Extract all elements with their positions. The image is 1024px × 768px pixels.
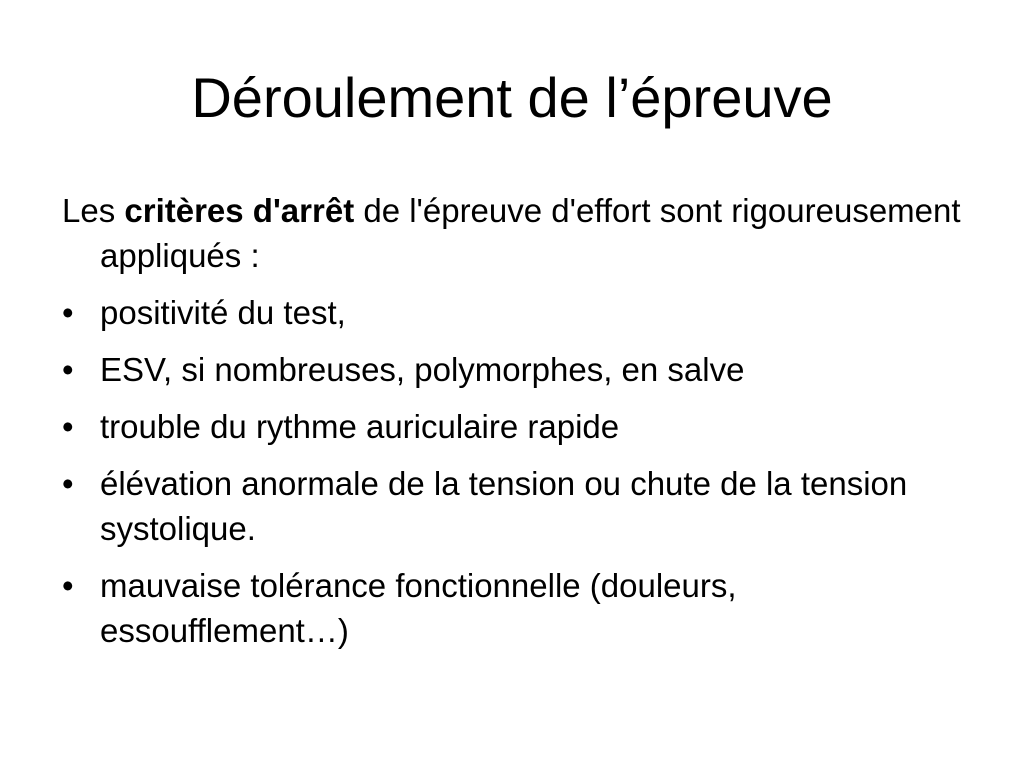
list-item <box>62 347 962 392</box>
bullet-icon: • <box>62 465 74 502</box>
list-item-text: trouble du rythme auriculaire rapide <box>100 408 620 445</box>
list-item <box>62 404 962 449</box>
intro-text-after: de l'épreuve d'effort sont rigoureusement appliqués : <box>100 192 961 274</box>
slide-title: Déroulement de l’épreuve <box>191 66 833 129</box>
list-item-text: mauvaise tolérance fonctionnelle (douleurs, essoufflement…) <box>100 567 737 649</box>
bullet-icon: • <box>62 351 74 388</box>
intro-text-before: Les <box>62 192 125 229</box>
list-item <box>62 563 962 653</box>
bullet-icon: • <box>62 294 74 331</box>
list-item <box>62 461 962 551</box>
bullet-icon: • <box>62 408 74 445</box>
bullet-icon: • <box>62 567 74 604</box>
list-item-text: ESV, si nombreuses, polymorphes, en salve <box>100 351 745 388</box>
intro-text-bold: critères d'arrêt <box>124 192 355 229</box>
bullet-list <box>62 290 962 653</box>
intro-paragraph <box>62 188 962 278</box>
list-item-text: positivité du test, <box>100 294 346 331</box>
slide-body <box>62 188 962 665</box>
list-item <box>62 290 962 335</box>
list-item-text: élévation anormale de la tension ou chute de la tension systolique. <box>100 465 908 547</box>
